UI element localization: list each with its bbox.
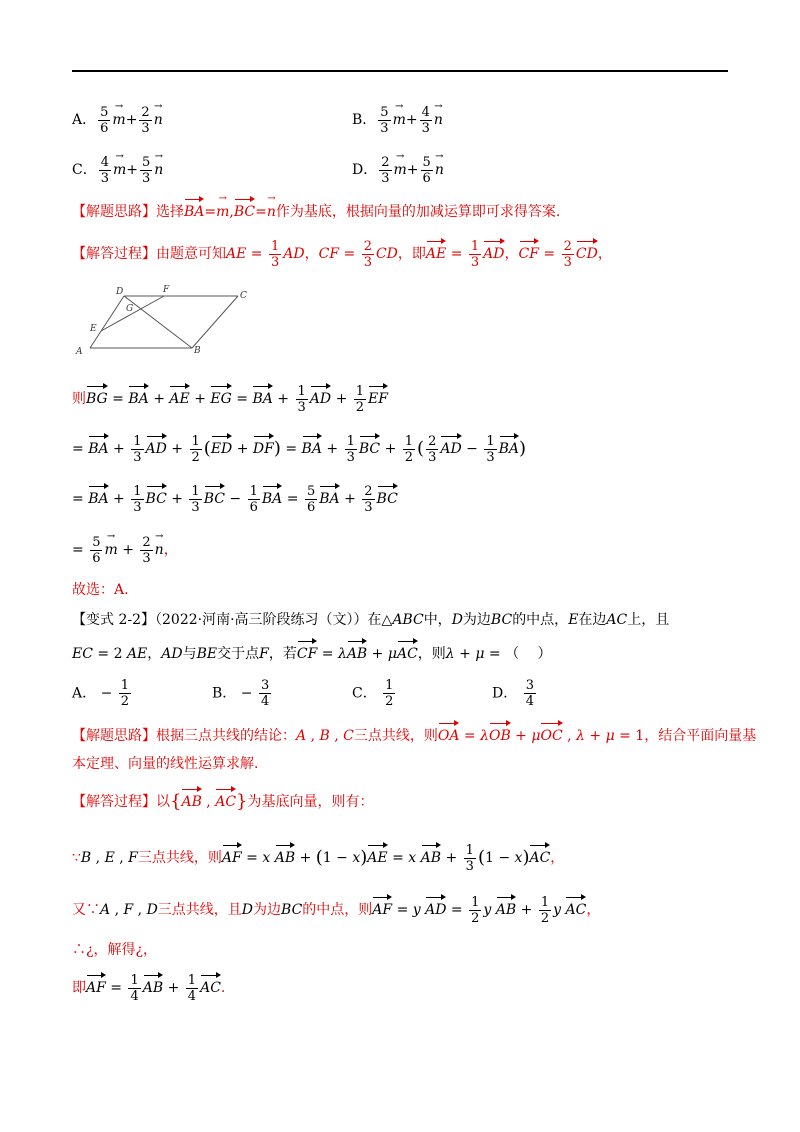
label-f: F xyxy=(163,285,170,295)
variant-question-line-1: 【变式 2-2】（2022·河南·高三阶段练习（文））在△ABC中，D为边BC的中点，E在边AC上，且 xyxy=(72,612,670,628)
final-result: 即AF = $\frac{1}{4}$ AB + $\frac{1}{4}$ AC. xyxy=(72,972,226,1004)
equation-line-4: = $\frac{5}{6}$ → m + $\frac{2}{3}$ → n， xyxy=(72,534,178,566)
option-a: A． $\frac{5}{6}$ → m+ $\frac{2}{3}$ → n xyxy=(72,104,163,136)
label-g: G xyxy=(126,304,134,314)
label-a: A xyxy=(76,347,83,357)
collinear-bef: ∵B , E , F三点共线，则AF = x AB + (1 − x)AE = x AB + $\frac{1}{3}$ (1 − x)AC， xyxy=(72,842,565,874)
equation-line-2: = BA + $\frac{1}{3}$ AD + $\frac{1}{2}$ (ED + DF) = BA + $\frac{1}{3}$ BC + $\frac{1}{2}$ ( $\frac{2}{3}$ AD − $\frac{1}{3}$ BA) xyxy=(72,433,527,465)
solution-process-2: 【解答过程】以{AB , AC}为基底向量，则有： xyxy=(72,786,374,814)
option2-c: C． $\frac{1}{2}$ xyxy=(352,678,394,709)
option2-d: D． $\frac{3}{4}$ xyxy=(492,678,534,709)
label-e: E xyxy=(90,324,97,334)
answer-line: 故选：A. xyxy=(72,582,129,598)
solution-idea-2: 【解题思路】根据三点共线的结论：A , B , C三点共线，则OA = λOB + μOC , λ + μ = 1，结合平面向量基 xyxy=(72,720,756,748)
option-c: C． $\frac{4}{3}$ → m+ $\frac{5}{3}$ → n xyxy=(72,154,163,186)
equation-line-3: = BA + $\frac{1}{3}$ BC + $\frac{1}{3}$ BC − $\frac{1}{6}$ BA = $\frac{5}{6}$ BA + $\frac{2}{3}$ BC xyxy=(72,483,398,515)
option-b: B． $\frac{5}{3}$ → m+ $\frac{4}{3}$ → n xyxy=(352,104,443,136)
solution-idea-1: 【解题思路】选择BA=→ m,BC=→ n作为基底，根据向量的加减运算即可求得答案. xyxy=(72,196,560,224)
variant-question-line-2: EC = 2 AE，AD与BE交于点F，若CF = λAB + μAC，则λ + μ = （ ） xyxy=(72,638,552,666)
therefore-line: ∴¿，解得¿， xyxy=(72,942,158,958)
parallelogram-figure xyxy=(72,282,262,362)
header-rule xyxy=(72,70,728,72)
label-b: B xyxy=(194,346,201,356)
option2-b: B． − $\frac{3}{4}$ xyxy=(212,678,270,709)
option-d: D． $\frac{2}{3}$ → m+ $\frac{5}{6}$ → n xyxy=(352,154,444,186)
equation-line-1: 则BG = BA + AE + EG = BA + $\frac{1}{3}$ AD + $\frac{1}{2}$ EF xyxy=(72,383,388,415)
label-c: C xyxy=(240,291,247,301)
solution-idea-2-cont: 本定理、向量的线性运算求解. xyxy=(72,756,259,772)
label-d: D xyxy=(116,287,124,297)
option2-a: A． − $\frac{1}{2}$ xyxy=(72,678,130,709)
solution-process-1: 【解答过程】由题意可知AE = $\frac{1}{3}$ AD，CF = $\frac{2}{3}$ CD，即AE = $\frac{1}{3}$ AD，CF = $\frac{2}{3}$ CD， xyxy=(72,238,612,270)
collinear-afd: 又∵A , F , D三点共线，且D为边BC的中点，则AF = y AD = $\frac{1}{2}$ y AB + $\frac{1}{2}$ y AC， xyxy=(72,894,601,926)
